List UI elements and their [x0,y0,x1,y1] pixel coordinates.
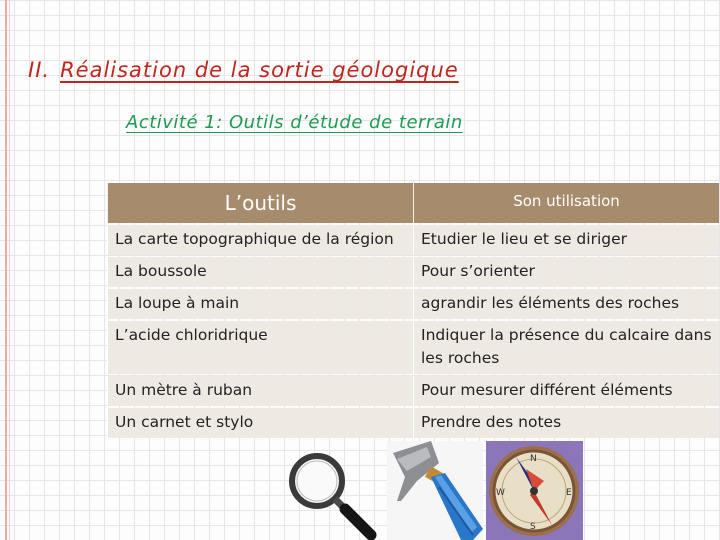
compass-icon [486,441,583,540]
svg-text:W: W [496,488,505,498]
usage-cell: agrandir les éléments des roches [413,289,719,319]
tool-cell: La boussole [107,257,413,287]
header-usage: Son utilisation [413,183,719,223]
table-row [107,408,719,438]
section-title [28,58,459,82]
tool-images [0,441,720,540]
svg-text:S: S [530,522,536,532]
section-number: II. [28,58,51,82]
tool-cell: Un carnet et stylo [107,408,413,438]
tool-cell: L’acide chloridrique [107,321,413,374]
table-row [107,289,719,319]
table-row [107,225,719,255]
magnifying-glass-icon [285,441,377,540]
table-row [107,376,719,406]
usage-cell: Etudier le lieu et se diriger [413,225,719,255]
table-row [107,257,719,287]
svg-text:N: N [530,454,537,464]
table-row [107,321,719,374]
activity-title: Activité 1: Outils d’étude de terrain [126,112,463,133]
tools-table [107,181,719,440]
usage-cell: Prendre des notes [413,408,719,438]
usage-cell: Pour s’orienter [413,257,719,287]
tool-cell: La carte topographique de la région [107,225,413,255]
header-tool: L’outils [107,183,413,223]
table-header-row [107,183,719,223]
usage-cell: Indiquer la présence du calcaire dans les roches [413,321,719,374]
usage-cell: Pour mesurer différent éléments [413,376,719,406]
section-title-text: Réalisation de la sortie géologique [60,58,459,82]
geological-hammer-icon [387,441,483,540]
tool-cell: Un mètre à ruban [107,376,413,406]
svg-text:E: E [566,488,572,498]
tool-cell: La loupe à main [107,289,413,319]
